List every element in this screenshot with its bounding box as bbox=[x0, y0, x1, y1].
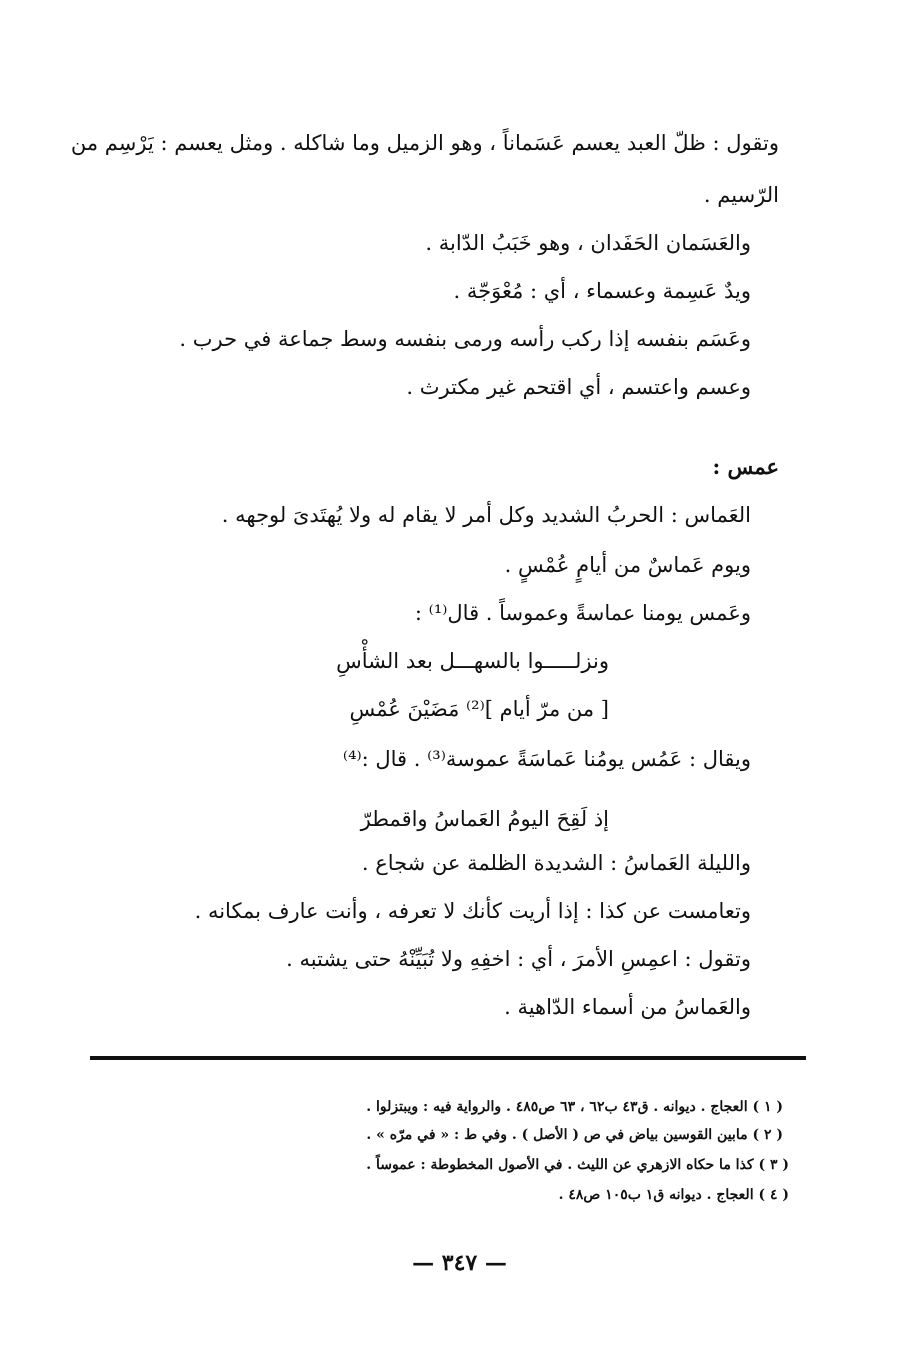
text-line: وعَمس يومنا عماسةً وعموساً . قال⁽¹⁾ : bbox=[414, 601, 751, 625]
text-line: وعَسَم بنفسه إذا ركب رأسه ورمى بنفسه وسط جماعة في حرب . bbox=[179, 327, 751, 351]
verse-line: [ من مرّ أيام ]⁽²⁾ مَضَيْنَ عُمْسِ bbox=[349, 697, 609, 721]
text-line: العَماس : الحربُ الشديد وكل أمر لا يقام له ولا يُهتَدىَ لوجهه . bbox=[221, 503, 751, 527]
footnote: ( ٤ ) العجاج . ديوانه ق١ ب١٠٥ ص٤٨ . bbox=[558, 1187, 789, 1203]
text-line: والعَماسُ من أسماء الدّاهية . bbox=[504, 995, 751, 1019]
text-line: الرّسيم . bbox=[703, 183, 779, 207]
footnote: ( ٣ ) كذا ما حكاه الازهري عن الليث . في الأصول المخطوطة : عموساً . bbox=[366, 1157, 789, 1173]
text-line: والعَسَمان الحَفَدان ، وهو خَبَبُ الدّابة . bbox=[425, 231, 751, 255]
verse-line: إذ لَقِحَ اليومُ العَماسُ واقمطرّ bbox=[360, 807, 609, 831]
text-line: وتقول : اعمِسِ الأمرَ ، أي : اخفِهِ ولا تُبَيِّنْهُ حتى يشتبه . bbox=[286, 947, 751, 971]
entry-heading: عمس : bbox=[712, 454, 779, 479]
text-line: ويقال : عَمُس يومُنا عَماسَةً عموسة⁽³⁾ . قال :⁽⁴⁾ bbox=[342, 747, 751, 771]
text-line: ويدٌ عَسِمة وعسماء ، أي : مُعْوَجّة . bbox=[453, 279, 751, 303]
text-line: وعسم واعتسم ، أي اقتحم غير مكترث . bbox=[406, 375, 751, 399]
page-number: — ٣٤٧ — bbox=[412, 1250, 507, 1276]
text-line: وتعامست عن كذا : إذا أريت كأنك لا تعرفه ، وأنت عارف بمكانه . bbox=[194, 899, 751, 923]
text-line: والليلة العَماسُ : الشديدة الظلمة عن شجاع . bbox=[361, 851, 751, 875]
footnote: ( ١ ) العجاج . ديوانه . ق٤٣ ب٦٢ ، ٦٣ ص٤٨٥ . والرواية فيه : ويبتزلوا . bbox=[366, 1099, 783, 1115]
footnote: ( ٢ ) مابين القوسين بياض في ص ( الأصل ) . وفي ط : « في مرّه » . bbox=[366, 1127, 783, 1143]
text-line: ويوم عَماسٌ من أيامٍ عُمْسٍ . bbox=[504, 553, 751, 577]
footnote-separator bbox=[90, 1056, 806, 1060]
text-line: وتقول : ظلّ العبد يعسم عَسَماناً ، وهو الزميل وما شاكله . ومثل يعسم : يَرْسِم من bbox=[70, 131, 779, 155]
verse-line: ونزلـــــوا بالسهـــل بعد الشأْسِ bbox=[336, 649, 609, 673]
